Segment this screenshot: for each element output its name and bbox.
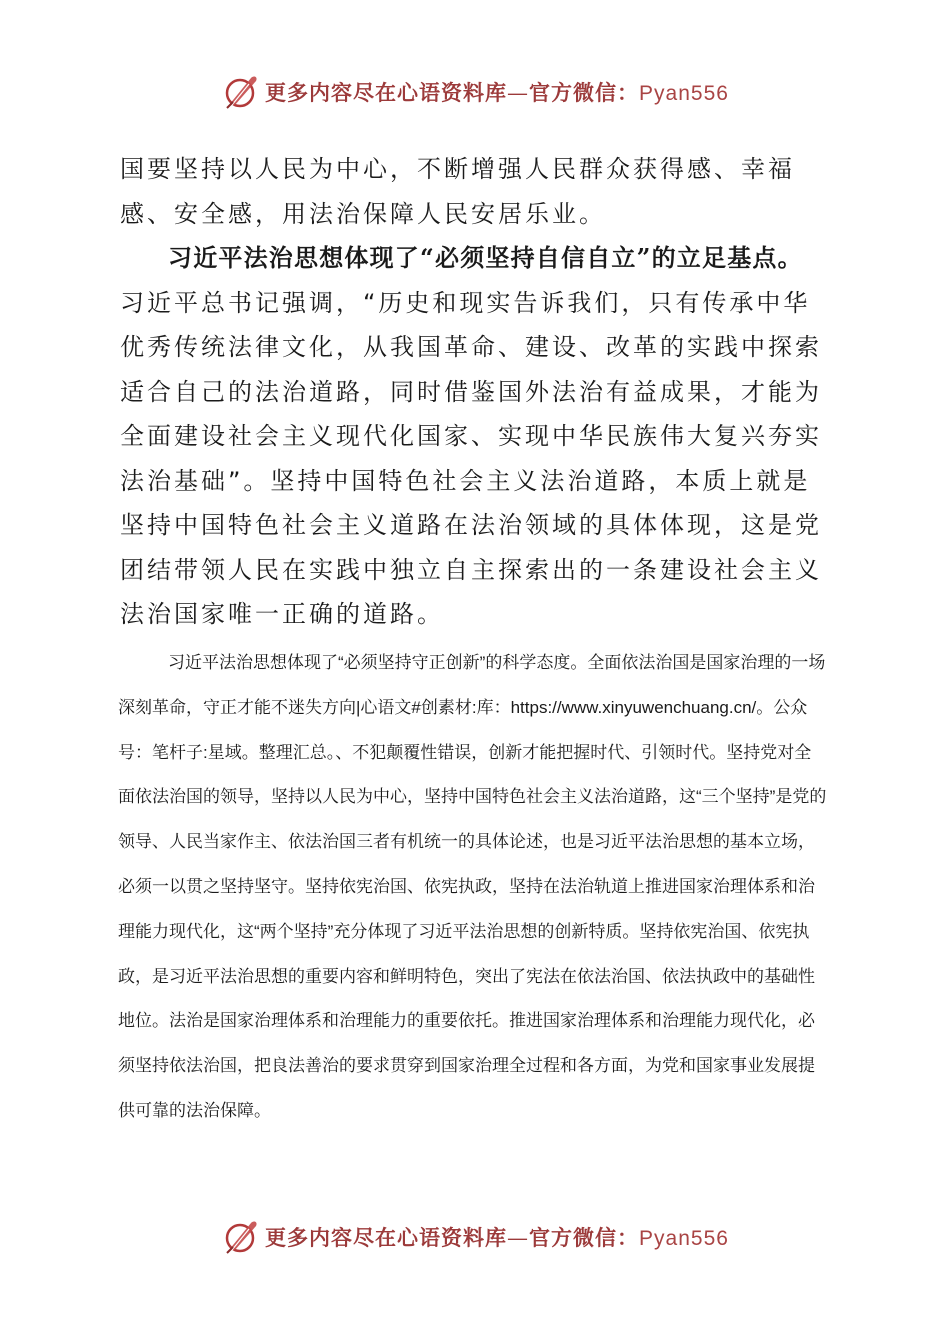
banner-contact-label: 官方微信：: [529, 80, 640, 105]
paragraph-2-lead: 习近平法治思想体现了“必须坚持自信自立”的立足基点。: [168, 243, 803, 272]
banner-separator: —: [507, 81, 530, 105]
paragraph-2: [120, 236, 832, 637]
quill-logo-icon: [221, 1217, 261, 1257]
banner-contact-id: Pyan556: [639, 1227, 729, 1250]
banner-contact-id: Pyan556: [639, 82, 729, 105]
banner-separator: —: [507, 1226, 530, 1250]
banner-contact-label: 官方微信：: [529, 1225, 640, 1250]
paragraph-1: 国要坚持以人民为中心，不断增强人民群众获得感、幸福感、安全感，用法治保障人民安居乐业。: [120, 155, 795, 228]
banner-text: [265, 1222, 729, 1252]
footer-banner: [0, 1212, 950, 1262]
banner-title: 更多内容尽在心语资料库: [265, 80, 508, 105]
banner-title: 更多内容尽在心语资料库: [265, 1225, 508, 1250]
paragraph-3: 习近平法治思想体现了“必须坚持守正创新”的科学态度。全面依法治国是国家治理的一场深刻革命，守正才能不迷失方向|心语文#创素材:库：https://www.xinyuwenchuang.cn/。公众号：笔杆子:星域。整理汇总。、不犯颠覆性错误，创新才能把握时代、引领时代。坚持党对全面依法治国的领导，坚持以人民为中心，坚持中国特色社会主义法治道路，这“三个坚持”是党的领导、人民当家作主、依法治国三者有机统一的具体论述，也是习近平法治思想的基本立场，必须一以贯之坚持坚守。坚持依宪治国、依宪执政，坚持在法治轨道上推进国家治理体系和治理能力现代化，这“两个坚持”充分体现了习近平法治思想的创新特质。坚持依宪治国、依宪执政，是习近平法治思想的重要内容和鲜明特色，突出了宪法在依法治国、依法执政中的基础性地位。法治是国家治理体系和治理能力的重要依托。推进国家治理体系和治理能力现代化，必须坚持依法治国，把良法善治的要求贯穿到国家治理全过程和各方面，为党和国家事业发展提供可靠的法治保障。: [118, 653, 827, 1120]
header-banner: [0, 67, 950, 117]
quill-logo-icon: [221, 72, 261, 112]
banner-text: [265, 77, 729, 107]
paragraph-2-body: 习近平总书记强调，“历史和现实告诉我们，只有传承中华优秀传统法律文化，从我国革命、建设、改革的实践中探索适合自己的法治道路，同时借鉴国外法治有益成果，才能为全面建设社会主义现代化国家、实现中华民族伟大复兴夯实法治基础”。坚持中国特色社会主义法治道路，本质上就是坚持中国特色社会主义道路在法治领域的具体体现，这是党团结带领人民在实践中独立自主探索出的一条建设社会主义法治国家唯一正确的道路。: [120, 288, 822, 628]
